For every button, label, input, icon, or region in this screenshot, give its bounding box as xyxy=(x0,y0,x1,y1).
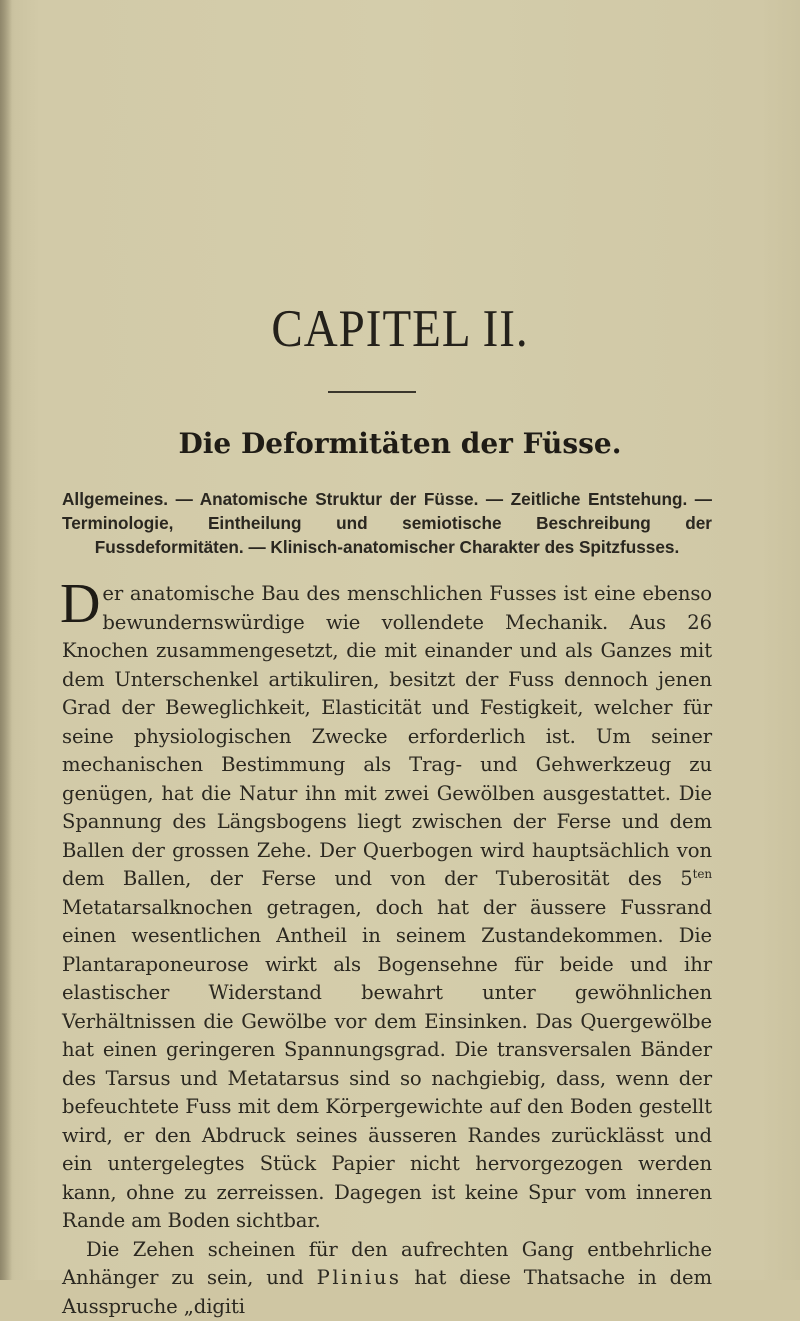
chapter-heading: CAPITEL II. xyxy=(0,299,800,359)
ordinal-superscript: ten xyxy=(693,867,712,881)
binding-shadow xyxy=(0,0,12,1280)
paragraph-2-text-b: hat diese Thatsache in dem Ausspruche „digiti xyxy=(62,1266,712,1318)
paragraph-1-text-b: Metatarsalknochen getragen, doch hat der äussere Fussrand einen wesentlichen Antheil in seinem Zustandekommen. Die Plantaraponeurose wirkt als Bogensehne für beide und ihr elastischer Widerstand bewahrt unter gewöhnlichen Verhältnissen die Gewölbe vor dem Einsinken. Das Quergewölbe hat einen geringeren Spannungsgrad. Die transversalen Bänder des Tarsus und Metatarsus sind so nachgiebig, dass, wenn der befeuchtete Fuss mit dem Körpergewichte auf den Boden gestellt wird, er den Abdruck seines äusseren Randes zurücklässt und ein untergelegtes Stück Papier nicht hervorgezogen werden kann, ohne zu zerreissen. Dagegen ist keine Spur vom inneren Rande am Boden sichtbar. xyxy=(62,896,712,1233)
paragraph-1-text-a: er anatomische Bau des menschlichen Fusses ist eine ebenso bewundernswürdige wie vollendete Mechanik. Aus 26 Knochen zusammengesetzt, die mit einander und als Ganzes mit dem Unterschenkel artikuliren, besitzt der Fuss dennoch jenen Grad der Beweglichkeit, Elasticität und Festigkeit, welcher für seine physiologischen Zwecke erforderlich ist. Um seiner mechanischen Bestimmung als Trag- und Gehwerkzeug zu genügen, hat die Natur ihn mit zwei Gewölben ausgestattet. Die Spannung des Längsbogens liegt zwischen der Ferse und dem Ballen der grossen Zehe. Der Querbogen wird hauptsächlich von dem Ballen, der Ferse und von der Tuberosität des 5 xyxy=(62,582,712,890)
paragraph-1 xyxy=(62,580,712,1236)
heading-rule xyxy=(328,391,416,393)
body-text xyxy=(62,580,712,1321)
chapter-summary: Allgemeines. — Anatomische Struktur der Füsse. — Zeitliche Entstehung. — Terminologie, Eintheilung und semiotische Beschreibung der Fussdeformitäten. — Klinisch-anatomischer Charakter des Spitzfusses. xyxy=(62,487,712,559)
paragraph-2 xyxy=(62,1236,712,1321)
section-title: Die Deformitäten der Füsse. xyxy=(0,427,800,460)
author-name: Plinius xyxy=(317,1266,402,1289)
drop-cap: D xyxy=(60,582,100,626)
paragraph-2-text-a: Die Zehen scheinen für den aufrechten Gang entbehrliche Anhänger zu sein, und xyxy=(62,1238,712,1290)
